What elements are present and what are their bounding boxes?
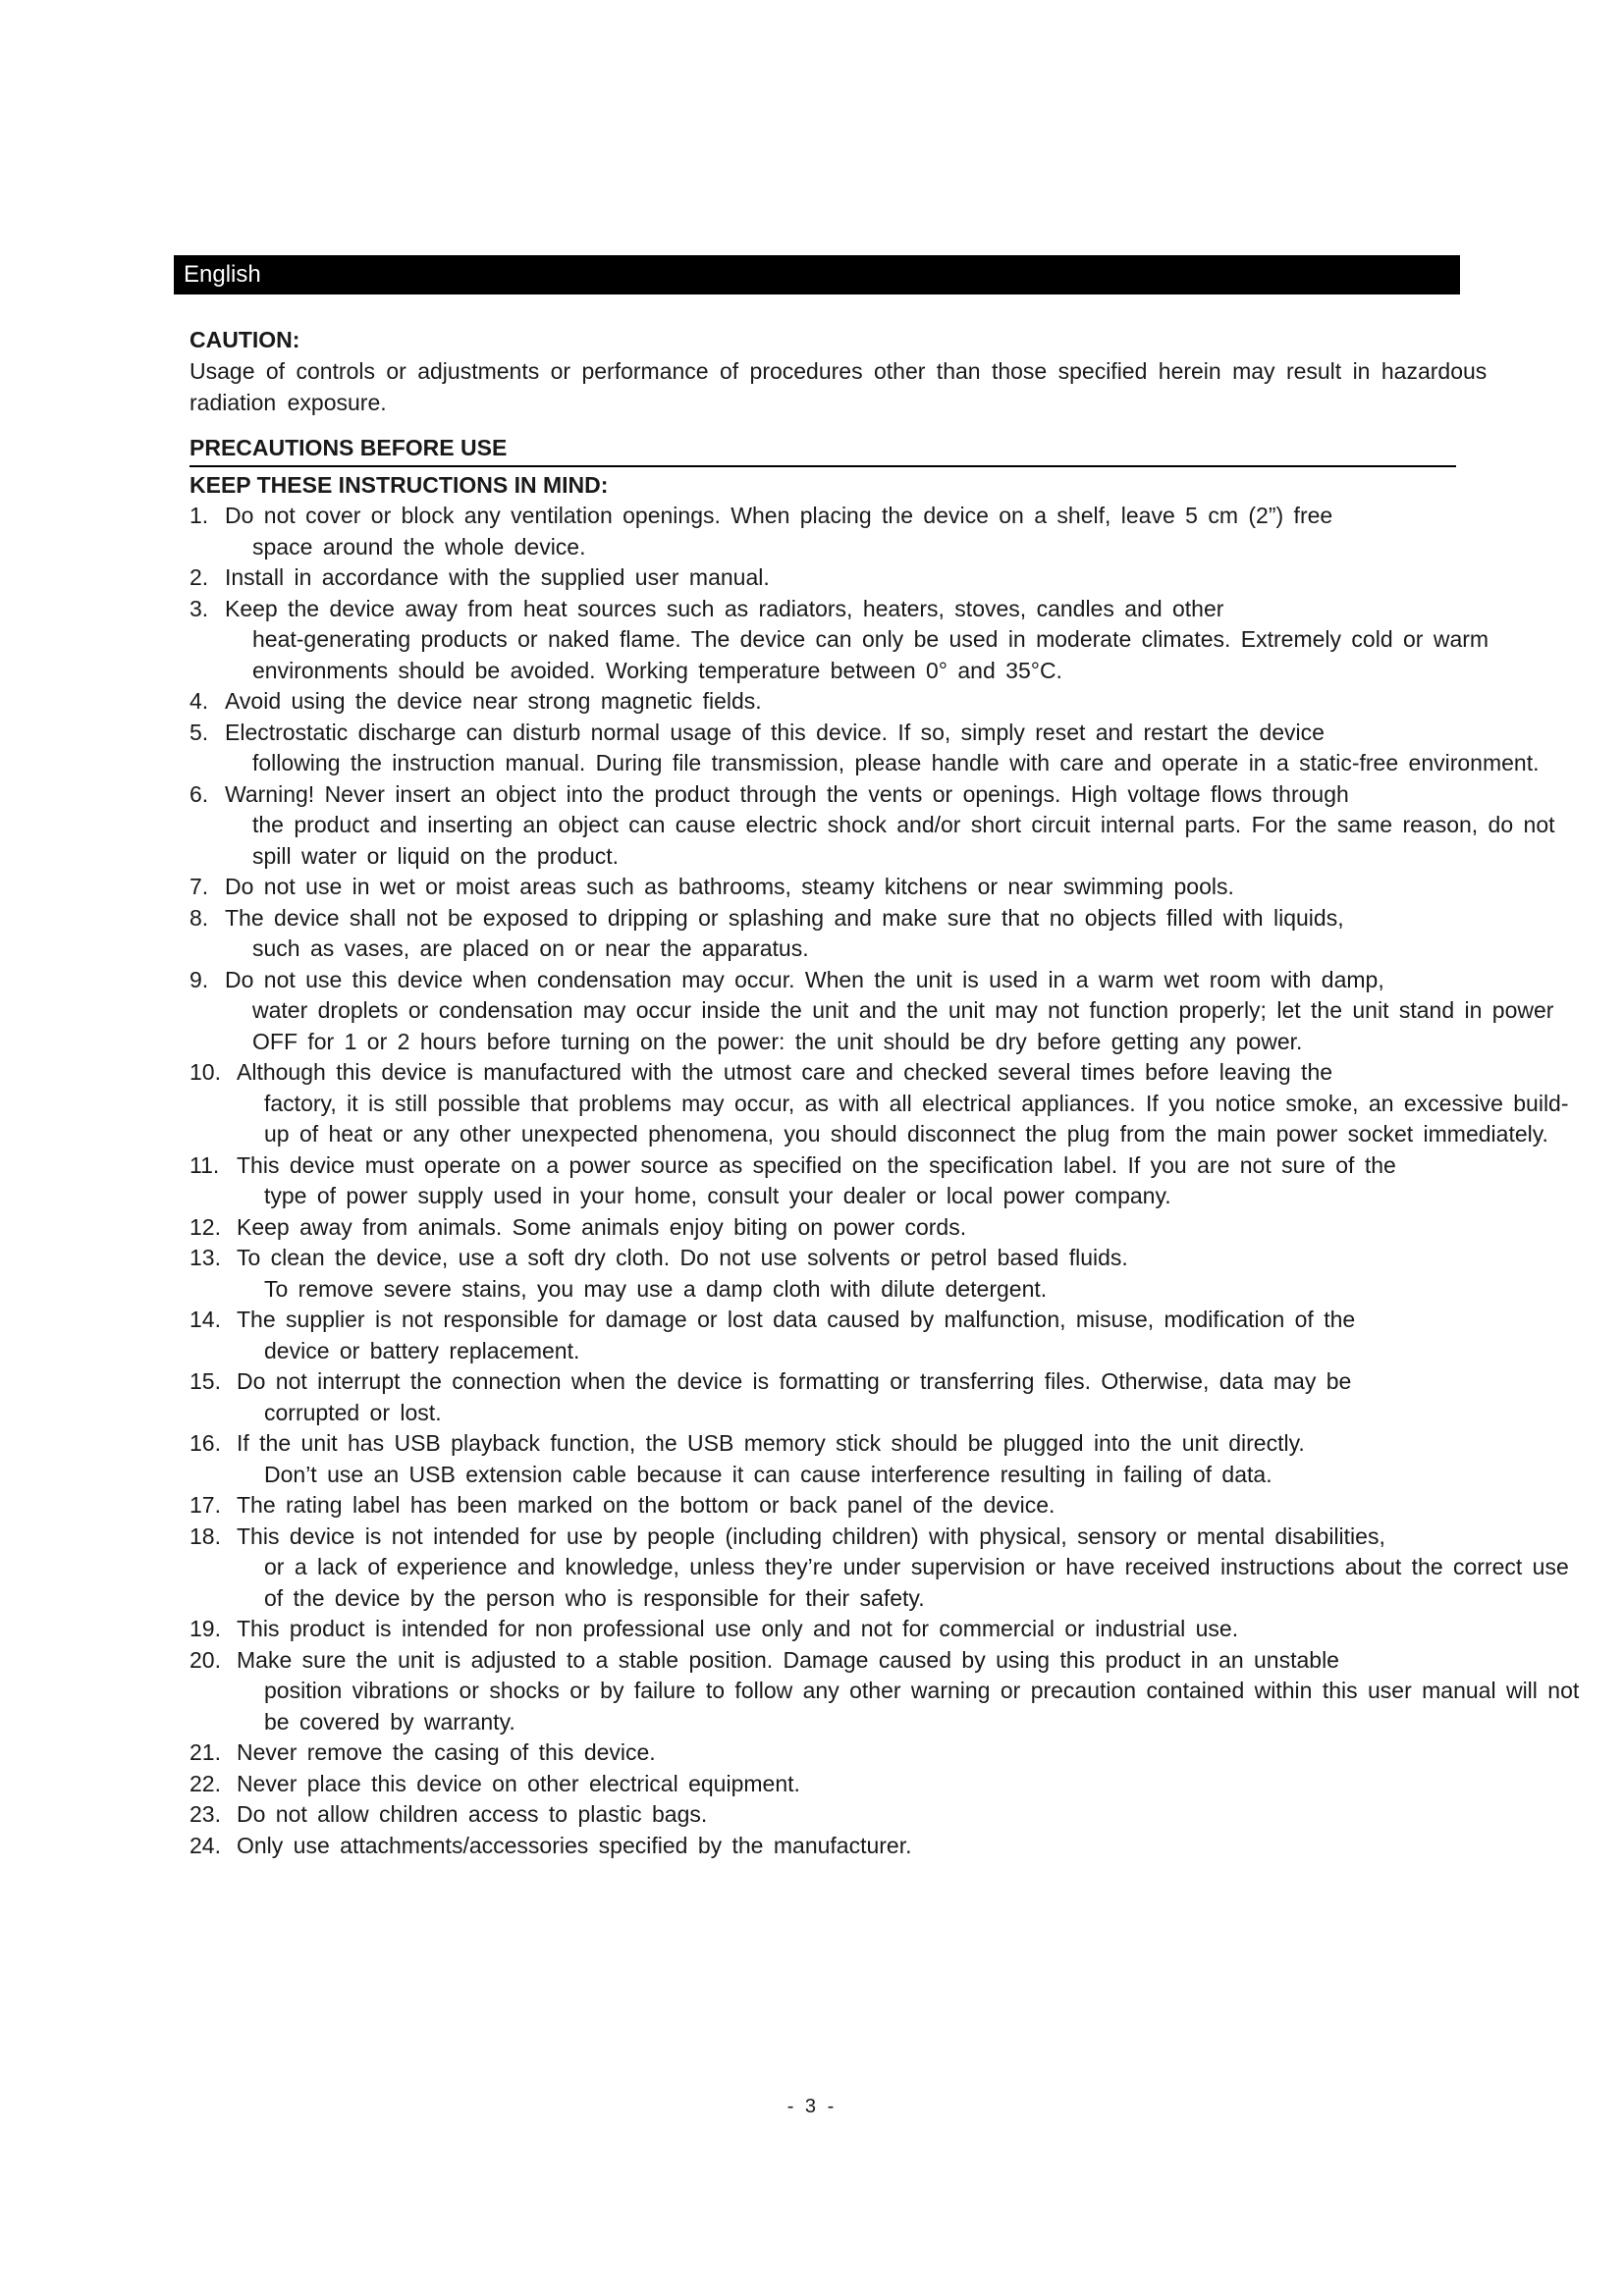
precaution-item [189, 903, 1594, 965]
precaution-item-first-line: The device shall not be exposed to dripping or splashing and make sure that no objects filled with liquids, [225, 904, 1344, 931]
precaution-item-first-line: Electrostatic discharge can disturb normal usage of this device. If so, simply reset and restart the device [225, 719, 1325, 745]
precaution-item [189, 1057, 1594, 1150]
precaution-item-first-line: Do not allow children access to plastic bags. [237, 1801, 708, 1827]
precaution-item [189, 594, 1594, 687]
precautions-heading: PRECAUTIONS BEFORE USE [189, 432, 1456, 467]
precaution-item-first-line: Avoid using the device near strong magnetic fields. [225, 688, 762, 714]
precaution-item-number: 8. [189, 904, 209, 931]
precaution-item-text [225, 718, 1594, 779]
precaution-item-first-line: Never remove the casing of this device. [237, 1739, 656, 1765]
precaution-item-first-line: Never place this device on other electrical equipment. [237, 1770, 800, 1796]
precaution-item-number: 7. [189, 874, 209, 899]
caution-text: Usage of controls or adjustments or performance of procedures other than those specified herein may result in hazardous radiation exposure. [189, 358, 1488, 415]
precaution-item-number: 20. [189, 1646, 221, 1673]
precaution-item-text [225, 872, 1594, 903]
precaution-item-number: 21. [189, 1739, 221, 1765]
precaution-item-number: 22. [189, 1770, 221, 1796]
precaution-item [189, 1243, 1594, 1305]
precaution-item-text [237, 1366, 1594, 1428]
precaution-item-text [237, 1428, 1594, 1490]
precaution-item-number: 10. [189, 1059, 221, 1085]
precaution-item-text [225, 965, 1594, 1058]
precaution-item-number: 17. [189, 1492, 221, 1518]
precaution-item [189, 1769, 1594, 1800]
precaution-item-continuation: the product and inserting an object can cause electric shock and/or short circuit internal parts. For the same reason, do not spill water or liquid on the product. [252, 812, 1555, 869]
precaution-item [189, 1490, 1594, 1522]
precaution-item-number: 13. [189, 1245, 221, 1270]
precaution-item-number: 1. [189, 503, 209, 528]
precaution-item [189, 686, 1594, 718]
precaution-item-first-line: Warning! Never insert an object into the product through the vents or openings. High voltage flows through [225, 780, 1349, 807]
precaution-item [189, 1737, 1594, 1769]
page-content [189, 324, 1594, 1861]
precaution-item [189, 779, 1594, 873]
precaution-item-number: 12. [189, 1213, 221, 1240]
precaution-item-first-line: This device must operate on a power source as specified on the specification label. If you are not sure of the [237, 1151, 1396, 1178]
precaution-item [189, 1212, 1594, 1244]
precaution-item-first-line: The supplier is not responsible for damage or lost data caused by malfunction, misuse, modification of the [237, 1307, 1356, 1332]
precaution-item-text [237, 1150, 1594, 1212]
precaution-item-text [225, 686, 1594, 718]
precaution-item-continuation: space around the whole device. [252, 533, 586, 560]
precaution-item [189, 872, 1594, 903]
precaution-item-text [237, 1831, 1594, 1862]
precaution-item-number: 11. [189, 1151, 220, 1178]
precaution-item-text [237, 1522, 1594, 1615]
precaution-item-text [225, 562, 1594, 594]
precaution-item-first-line: Do not use in wet or moist areas such as bathrooms, steamy kitchens or near swimming pools. [225, 874, 1234, 899]
precaution-item-text [225, 501, 1594, 562]
precaution-item [189, 1305, 1594, 1366]
precaution-item-first-line: The rating label has been marked on the bottom or back panel of the device. [237, 1492, 1056, 1518]
precaution-item [189, 1150, 1594, 1212]
precaution-item-first-line: If the unit has USB playback function, the USB memory stick should be plugged into the unit directly. [237, 1430, 1305, 1456]
precaution-item [189, 1428, 1594, 1490]
precaution-item-continuation: corrupted or lost. [264, 1399, 442, 1425]
precaution-item-continuation: such as vases, are placed on or near the apparatus. [252, 935, 809, 961]
keep-instructions-heading: KEEP THESE INSTRUCTIONS IN MIND: [189, 472, 609, 498]
precaution-item-number: 4. [189, 688, 209, 714]
precaution-item-number: 14. [189, 1307, 221, 1332]
precaution-item-text [237, 1057, 1594, 1150]
precaution-item-number: 23. [189, 1801, 221, 1827]
precaution-item-first-line: Make sure the unit is adjusted to a stable position. Damage caused by using this product in an unstable [237, 1646, 1339, 1673]
precaution-item-text [237, 1305, 1594, 1366]
precaution-item-text [225, 594, 1594, 687]
precaution-item-first-line: Keep away from animals. Some animals enjoy biting on power cords. [237, 1213, 967, 1240]
precaution-item-text [237, 1212, 1594, 1244]
precaution-item-text [237, 1645, 1594, 1738]
precaution-item [189, 1522, 1594, 1615]
precaution-item [189, 965, 1594, 1058]
precaution-item [189, 1645, 1594, 1738]
precaution-item-text [237, 1799, 1594, 1831]
precaution-item [189, 501, 1594, 562]
precaution-item-first-line: Do not use this device when condensation may occur. When the unit is used in a warm wet room with damp, [225, 966, 1384, 992]
precaution-item-text [237, 1769, 1594, 1800]
precaution-item [189, 718, 1594, 779]
precaution-item [189, 562, 1594, 594]
precaution-item-number: 3. [189, 595, 209, 621]
precaution-item-continuation: To remove severe stains, you may use a damp cloth with dilute detergent. [264, 1275, 1048, 1302]
precaution-item-number: 18. [189, 1522, 221, 1549]
precaution-item-text [237, 1614, 1594, 1645]
precaution-item-first-line: Do not cover or block any ventilation openings. When placing the device on a shelf, leave 5 cm (2”) free [225, 503, 1333, 528]
precaution-item-first-line: Although this device is manufactured with the utmost care and checked several times before leaving the [237, 1059, 1333, 1085]
precaution-item-number: 16. [189, 1430, 221, 1456]
precaution-item-first-line: This device is not intended for use by people (including children) with physical, sensory or mental disabilities, [237, 1522, 1385, 1549]
precaution-item-first-line: Do not interrupt the connection when the device is formatting or transferring files. Otherwise, data may be [237, 1368, 1352, 1394]
page-number: - 3 - [786, 2096, 838, 2117]
precaution-list [189, 501, 1594, 1861]
precaution-item [189, 1799, 1594, 1831]
precaution-item-number: 6. [189, 780, 209, 807]
precaution-item-number: 15. [189, 1368, 221, 1394]
precaution-item-text [225, 903, 1594, 965]
precaution-item-text [237, 1243, 1594, 1305]
language-header: English [174, 255, 1460, 294]
precaution-item-number: 5. [189, 719, 209, 745]
precaution-item-continuation: device or battery replacement. [264, 1337, 580, 1363]
precaution-item-continuation: factory, it is still possible that problems may occur, as with all electrical appliances. If you notice smoke, an excessive build-up of heat or any other unexpected phenomena, you should disconnect the plug from the main power socket immediately. [264, 1090, 1569, 1147]
precaution-item-first-line: Keep the device away from heat sources such as radiators, heaters, stoves, candles and other [225, 595, 1224, 621]
caution-title: CAUTION: [189, 327, 300, 352]
precaution-item-first-line: Only use attachments/accessories specified by the manufacturer. [237, 1832, 912, 1858]
precaution-item-number: 9. [189, 966, 209, 992]
precaution-item-number: 24. [189, 1832, 221, 1858]
precaution-item-number: 2. [189, 564, 209, 590]
precaution-item [189, 1614, 1594, 1645]
precaution-item-first-line: To clean the device, use a soft dry cloth. Do not use solvents or petrol based fluids. [237, 1245, 1128, 1270]
precaution-item-first-line: This product is intended for non professional use only and not for commercial or industrial use. [237, 1616, 1239, 1641]
precaution-item-continuation: following the instruction manual. During file transmission, please handle with care and operate in a static-free environment. [252, 750, 1540, 775]
precaution-item [189, 1366, 1594, 1428]
precaution-item [189, 1831, 1594, 1862]
precaution-item-continuation: position vibrations or shocks or by failure to follow any other warning or precaution contained within this user manual will not be covered by warranty. [264, 1678, 1580, 1735]
precaution-item-text [225, 779, 1594, 873]
precaution-item-first-line: Install in accordance with the supplied user manual. [225, 564, 770, 590]
precaution-item-continuation: type of power supply used in your home, consult your dealer or local power company. [264, 1183, 1171, 1208]
precaution-item-continuation: or a lack of experience and knowledge, unless they’re under supervision or have received instructions about the correct use of the device by the person who is responsible for their safety. [264, 1554, 1569, 1611]
precaution-item-continuation: water droplets or condensation may occur inside the unit and the unit may not function properly; let the unit stand in power OFF for 1 or 2 hours before turning on the power: the unit should be dry before getting any power. [252, 997, 1554, 1054]
precaution-item-text [237, 1737, 1594, 1769]
precaution-item-continuation: Don’t use an USB extension cable because it can cause interference resulting in failing of data. [264, 1461, 1272, 1487]
precaution-item-text [237, 1490, 1594, 1522]
precaution-item-number: 19. [189, 1616, 221, 1641]
precaution-item-continuation: heat-generating products or naked flame. The device can only be used in moderate climates. Extremely cold or warm environments should be avoided. Working temperature between 0° and 35°C. [252, 626, 1489, 683]
